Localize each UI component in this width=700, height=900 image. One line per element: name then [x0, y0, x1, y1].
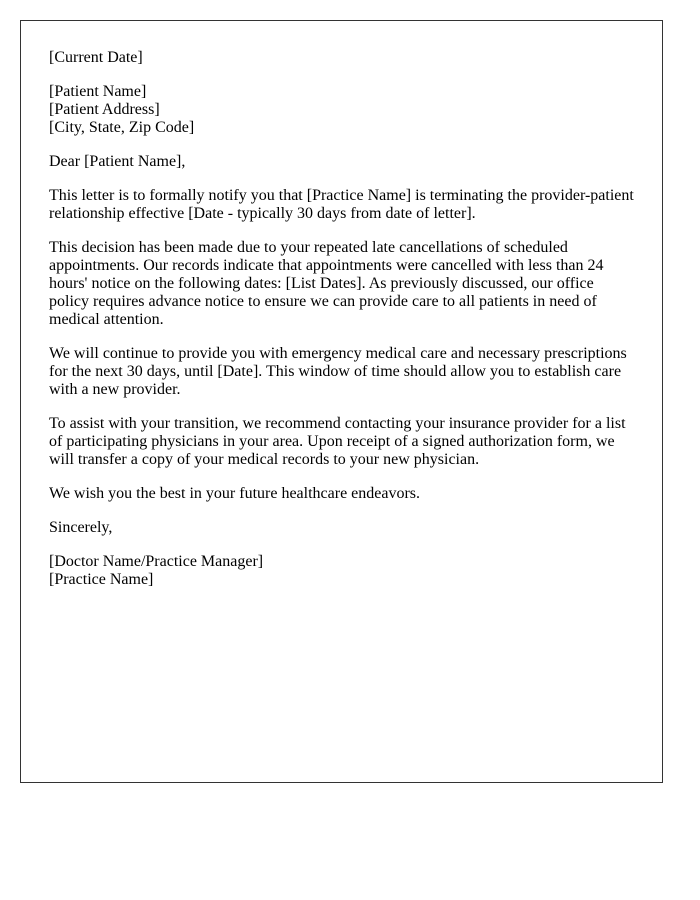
body-paragraph-transition: To assist with your transition, we recommend contacting your insurance provider for a list of participating physicians in your area. Upon receipt of a signed authorization form, we will transfer a copy of your medical records to your new physician. — [49, 415, 626, 468]
closing: Sincerely, — [49, 519, 113, 536]
body-paragraph-termination-notice: This letter is to formally notify you that [Practice Name] is terminating the provider-patient relationship effective [Date - typically 30 days from date of letter]. — [49, 187, 634, 222]
body-paragraph-well-wishes: We wish you the best in your future healthcare endeavors. — [49, 485, 421, 502]
recipient-city-state-zip: [City, State, Zip Code] — [49, 119, 195, 136]
recipient-address: [Patient Address] — [49, 101, 160, 118]
signature-name: [Doctor Name/Practice Manager] — [49, 553, 264, 570]
body-paragraph-continued-care: We will continue to provide you with emergency medical care and necessary prescriptions for the next 30 days, until [Date]. This window of time should allow you to establish care with a new provider. — [49, 345, 627, 398]
letter-date: [Current Date] — [49, 49, 143, 66]
recipient-name: [Patient Name] — [49, 83, 147, 100]
signature-block — [49, 553, 634, 589]
recipient-block — [49, 83, 634, 137]
salutation: Dear [Patient Name], — [49, 153, 186, 170]
signature-practice: [Practice Name] — [49, 571, 154, 588]
letter-page — [20, 20, 663, 783]
body-paragraph-reason: This decision has been made due to your repeated late cancellations of scheduled appointments. Our records indicate that appointments were cancelled with less than 24 hours' notice on the following dates: [List Dates]. As previously discussed, our office policy requires advance notice to ensure we can provide care to all patients in need of medical attention. — [49, 239, 604, 328]
